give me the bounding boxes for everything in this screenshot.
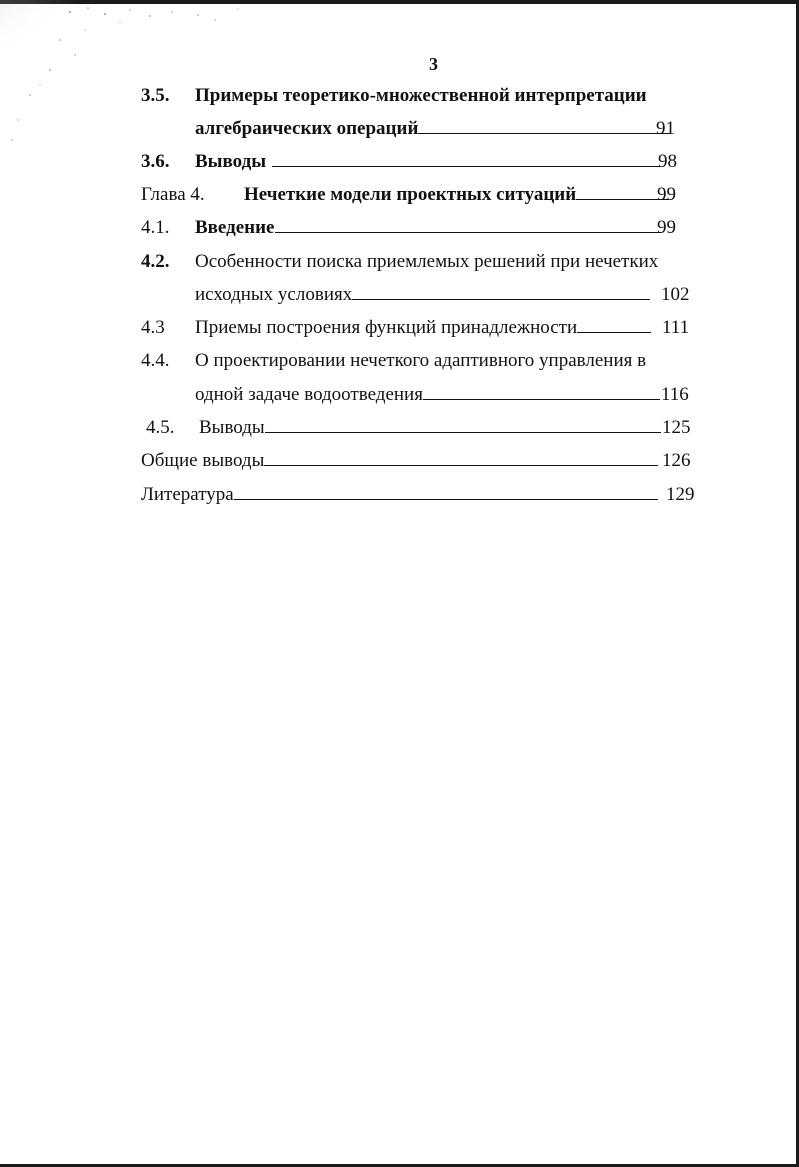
toc-title: Литература: [141, 484, 234, 505]
toc-entry: [195, 284, 650, 306]
toc-number: 4.4.: [141, 350, 170, 371]
toc-entry: [141, 484, 658, 506]
toc-page: 111: [662, 317, 690, 338]
toc-entry: [141, 450, 658, 472]
toc-leader: [576, 198, 669, 200]
toc-page: 91: [656, 118, 675, 139]
toc-number: 4.2.: [141, 251, 170, 272]
toc-number: 3.5.: [141, 85, 170, 106]
toc-page: 126: [662, 450, 691, 471]
toc-number: 4.1.: [141, 217, 170, 238]
toc-entry: [195, 317, 651, 339]
toc-leader: [423, 398, 660, 400]
page-number: 3: [429, 54, 438, 74]
toc-entry: [195, 217, 661, 239]
toc-leader: [234, 498, 658, 500]
toc-title-cont: алгебраических операций: [195, 118, 419, 139]
toc-title: Введение: [195, 217, 275, 238]
toc-page: 129: [666, 484, 695, 505]
toc-title: Приемы построения функций принадлежности: [195, 317, 578, 338]
toc-leader: [352, 298, 650, 300]
toc-number: 4.5.: [146, 417, 175, 438]
toc-title: Выводы: [199, 417, 265, 438]
toc-title: О проектировании нечеткого адаптивного управления в: [195, 350, 647, 371]
toc-page: 116: [661, 384, 689, 405]
toc-page: 125: [662, 417, 691, 438]
toc-entry: [199, 417, 661, 439]
toc-title: Выводы: [195, 151, 267, 172]
toc-entry: [195, 384, 660, 406]
toc-chapter-title: Нечеткие модели проектных ситуаций: [244, 184, 577, 205]
toc-title: Общие выводы: [141, 450, 265, 471]
toc-entry: [195, 118, 670, 140]
toc-title: Особенности поиска приемлемых решений при нечетких: [195, 251, 659, 272]
toc-page: 99: [657, 184, 676, 205]
toc-leader: [265, 431, 661, 433]
toc-leader: [272, 165, 660, 167]
toc-number: 3.6.: [141, 151, 170, 172]
toc-title-cont: одной задаче водоотведения: [195, 384, 423, 405]
toc-leader: [275, 231, 661, 233]
toc-title: Примеры теоретико-множественной интерпретации: [195, 85, 647, 106]
toc-leader: [577, 331, 651, 333]
toc-number: 4.3: [141, 317, 165, 338]
toc-leader: [418, 132, 670, 134]
toc-chapter-label: Глава 4.: [141, 184, 205, 205]
toc-page: 98: [658, 151, 677, 172]
toc-entry: [244, 184, 669, 206]
toc-page: 102: [661, 284, 690, 305]
toc-entry: [195, 151, 660, 173]
toc-page: 99: [657, 217, 676, 238]
toc-title-cont: исходных условиях: [195, 284, 353, 305]
toc-leader: [264, 464, 658, 466]
